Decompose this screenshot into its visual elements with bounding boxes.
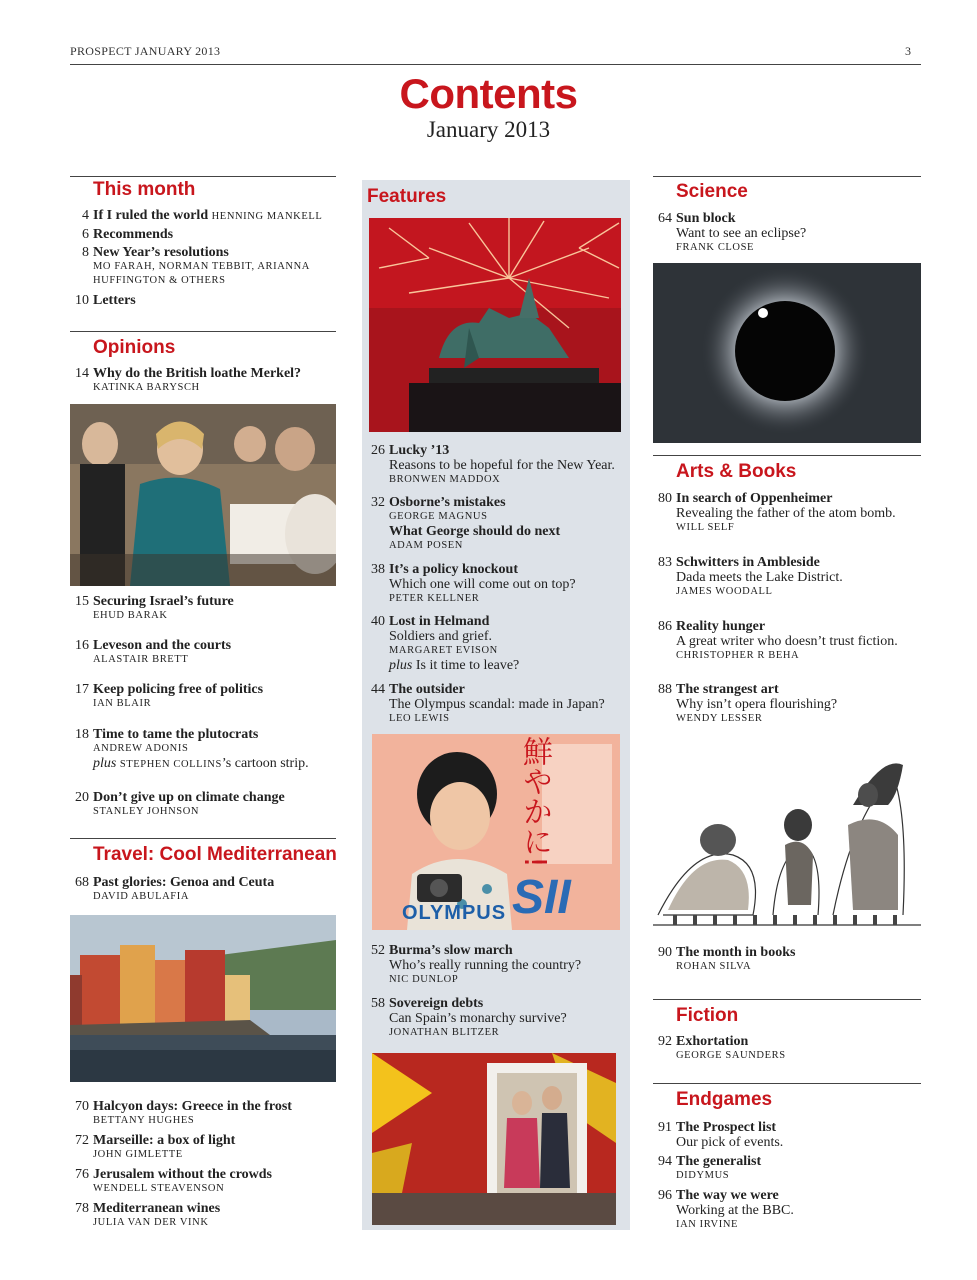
entry-plus: plus Is it time to leave? xyxy=(389,658,520,673)
header-rule xyxy=(70,64,921,65)
page-ref: 94 xyxy=(658,1154,672,1169)
entry-author: BRONWEN MADDOX xyxy=(389,474,501,485)
page-number: 3 xyxy=(905,44,912,58)
toc-entry[interactable] xyxy=(75,366,343,395)
page-ref: 70 xyxy=(75,1099,89,1114)
entry-author: GEORGE SAUNDERS xyxy=(676,1050,786,1061)
entry-author: KATINKA BARYSCH xyxy=(93,382,200,393)
entry-author: PETER KELLNER xyxy=(389,593,480,604)
entry-title: Jerusalem without the crowds xyxy=(93,1167,273,1182)
entry-subtitle: Which one will come out on top? xyxy=(389,577,576,592)
entry-author: GEORGE MAGNUS xyxy=(389,511,488,522)
entry-title: Sun block xyxy=(676,211,736,226)
entry-title: Marseille: a box of light xyxy=(93,1133,236,1148)
toc-entry[interactable] xyxy=(82,208,343,224)
section-heading-opinions: Opinions xyxy=(93,337,176,358)
section-rule xyxy=(70,176,336,177)
entry-title: The way we were xyxy=(676,1188,779,1203)
toc-entry[interactable] xyxy=(658,945,921,974)
page-ref: 32 xyxy=(371,495,385,510)
page-ref: 8 xyxy=(82,245,89,260)
toc-entry[interactable] xyxy=(371,996,629,1040)
olympus-kanji: 鮮やかに! xyxy=(517,736,552,869)
entry-subtitle: Dada meets the Lake District. xyxy=(676,570,843,585)
entry-subtitle: Can Spain’s monarchy survive? xyxy=(389,1011,567,1026)
olympus-model: SII xyxy=(512,871,571,924)
entry-title: The outsider xyxy=(389,682,465,697)
entry-subtitle: Want to see an eclipse? xyxy=(676,226,807,241)
entry-title: Burma’s slow march xyxy=(389,943,513,958)
page-ref: 78 xyxy=(75,1201,89,1216)
entry-title: Don’t give up on climate change xyxy=(93,790,285,805)
genoa-photo xyxy=(70,915,336,1082)
toc-entry[interactable] xyxy=(371,682,629,726)
page-ref: 68 xyxy=(75,875,89,890)
entry-title: New Year’s resolutions xyxy=(93,245,229,260)
page-ref: 17 xyxy=(75,682,89,697)
entry-title: Leveson and the courts xyxy=(93,638,232,653)
entry-subtitle: A great writer who doesn’t trust fiction. xyxy=(676,634,898,649)
toc-entry[interactable] xyxy=(75,790,343,819)
toc-entry[interactable] xyxy=(658,491,921,535)
toc-entry[interactable] xyxy=(658,1188,921,1232)
entry-subtitle: The Olympus scandal: made in Japan? xyxy=(389,697,605,712)
toc-entry[interactable] xyxy=(658,1120,921,1150)
olympus-ad-image xyxy=(372,734,620,930)
page-ref: 76 xyxy=(75,1167,89,1182)
olympus-brand: OLYMPUS xyxy=(402,902,507,924)
toc-entry[interactable] xyxy=(75,594,343,623)
page-ref: 58 xyxy=(371,996,385,1011)
entry-title: If I ruled the world xyxy=(93,208,209,223)
page-ref: 88 xyxy=(658,682,672,697)
toc-entry[interactable] xyxy=(658,1154,921,1183)
section-rule xyxy=(653,455,921,456)
page-ref: 6 xyxy=(82,227,89,242)
entry-title: The Prospect list xyxy=(676,1120,777,1135)
entry-author: STANLEY JOHNSON xyxy=(93,806,200,817)
page-ref: 44 xyxy=(371,682,385,697)
toc-entry[interactable] xyxy=(75,1133,343,1162)
entry-subtitle: Revealing the father of the atom bomb. xyxy=(676,506,896,521)
opera-caricature-illustration xyxy=(653,735,921,940)
page-ref: 10 xyxy=(75,293,89,308)
entry-subtitle: Working at the BBC. xyxy=(676,1203,794,1218)
toc-entry[interactable] xyxy=(75,638,343,667)
entry-subtitle: Who’s really running the country? xyxy=(389,958,582,973)
section-heading-features: Features xyxy=(367,186,447,207)
page-ref: 18 xyxy=(75,727,89,742)
entry-title: Securing Israel’s future xyxy=(93,594,234,609)
entry-title: The generalist xyxy=(676,1154,762,1169)
page-ref: 80 xyxy=(658,491,672,506)
entry-subtitle: Soldiers and grief. xyxy=(389,629,493,644)
entry-title: The month in books xyxy=(676,945,796,960)
entry-title: Sovereign debts xyxy=(389,996,484,1011)
entry-title: Time to tame the plutocrats xyxy=(93,727,259,742)
entry-author: ALASTAIR BRETT xyxy=(93,654,189,665)
page-ref: 26 xyxy=(371,443,385,458)
running-head: PROSPECT JANUARY 2013 xyxy=(70,44,221,58)
entry-plus: plus STEPHEN COLLINS’s cartoon strip. xyxy=(93,756,309,771)
entry-title: Exhortation xyxy=(676,1034,749,1049)
section-rule xyxy=(653,1083,921,1084)
page-ref: 91 xyxy=(658,1120,672,1135)
entry-title: Keep policing free of politics xyxy=(93,682,264,697)
page-ref: 4 xyxy=(82,208,89,223)
entry-author: HUFFINGTON & OTHERS xyxy=(93,275,226,286)
section-rule xyxy=(653,176,921,177)
entry-author: JOHN GIMLETTE xyxy=(93,1149,183,1160)
spain-protest-photo xyxy=(372,1053,616,1225)
entry-author: ANDREW ADONIS xyxy=(93,743,189,754)
section-heading-endgames: Endgames xyxy=(676,1089,773,1110)
section-heading-this-month: This month xyxy=(93,179,196,200)
toc-entry[interactable] xyxy=(75,727,343,772)
section-rule xyxy=(70,838,336,839)
entry-author: MARGARET EVISON xyxy=(389,645,498,656)
toc-entry[interactable] xyxy=(75,1167,343,1196)
page-ref: 16 xyxy=(75,638,89,653)
page-ref: 96 xyxy=(658,1188,672,1203)
toc-entry[interactable] xyxy=(82,227,343,242)
page-ref: 52 xyxy=(371,943,385,958)
eclipse-photo xyxy=(653,263,921,443)
entry-title: Osborne’s mistakes xyxy=(389,495,506,510)
entry-author: JAMES WOODALL xyxy=(676,586,773,597)
entry-author: NIC DUNLOP xyxy=(389,974,459,985)
section-rule xyxy=(653,999,921,1000)
entry-title: Lucky ’13 xyxy=(389,443,450,458)
entry-author: MO FARAH, NORMAN TEBBIT, ARIANNA xyxy=(93,261,310,272)
toc-entry[interactable] xyxy=(658,619,921,663)
entry-author: WENDY LESSER xyxy=(676,713,763,724)
entry-title: Halcyon days: Greece in the frost xyxy=(93,1099,292,1114)
entry-author: BETTANY HUGHES xyxy=(93,1115,195,1126)
toc-entry[interactable] xyxy=(75,293,343,308)
toc-entry[interactable] xyxy=(658,682,921,726)
section-rule xyxy=(70,331,336,332)
toc-entry[interactable] xyxy=(371,562,629,606)
page-title: Contents xyxy=(399,70,578,117)
entry-title: The strangest art xyxy=(676,682,779,697)
page-ref: 38 xyxy=(371,562,385,577)
page-ref: 72 xyxy=(75,1133,89,1148)
entry-subtitle: Our pick of events. xyxy=(676,1135,784,1150)
entry-title-secondary: What George should do next xyxy=(389,524,561,539)
entry-author: JONATHAN BLITZER xyxy=(389,1027,500,1038)
entry-title: Lost in Helmand xyxy=(389,614,490,629)
entry-subtitle: Why isn’t opera flourishing? xyxy=(676,697,838,712)
toc-entry[interactable] xyxy=(75,682,343,711)
section-heading-fiction: Fiction xyxy=(676,1005,739,1026)
page-ref: 15 xyxy=(75,594,89,609)
toc-entry[interactable] xyxy=(75,1099,343,1128)
toc-entry[interactable] xyxy=(82,245,343,288)
page-ref: 20 xyxy=(75,790,89,805)
section-heading-arts: Arts & Books xyxy=(676,461,797,482)
toc-entry[interactable] xyxy=(75,875,343,904)
issue-date: January 2013 xyxy=(426,117,551,142)
entry-title: In search of Oppenheimer xyxy=(676,491,833,506)
entry-title: Why do the British loathe Merkel? xyxy=(93,366,302,381)
page-ref: 64 xyxy=(658,211,672,226)
page-ref: 92 xyxy=(658,1034,672,1049)
toc-entry[interactable] xyxy=(658,555,921,599)
toc-entry[interactable] xyxy=(658,1034,921,1063)
entry-subtitle: Reasons to be hopeful for the New Year. xyxy=(389,458,615,473)
page-ref: 14 xyxy=(75,366,89,381)
toc-entry[interactable] xyxy=(75,1201,343,1230)
entry-author: WILL SELF xyxy=(676,522,735,533)
entry-author: FRANK CLOSE xyxy=(676,242,755,253)
page-ref: 40 xyxy=(371,614,385,629)
toc-entry[interactable] xyxy=(658,211,921,255)
entry-title: Recommends xyxy=(93,227,174,242)
entry-author: CHRISTOPHER R BEHA xyxy=(676,650,800,661)
entry-title: It’s a policy knockout xyxy=(389,562,519,577)
entry-title: Reality hunger xyxy=(676,619,766,634)
entry-title: Schwitters in Ambleside xyxy=(676,555,820,570)
entry-title: Letters xyxy=(93,293,136,308)
entry-author: JULIA VAN DER VINK xyxy=(93,1217,209,1228)
entry-author: DAVID ABULAFIA xyxy=(93,891,190,902)
merkel-photo xyxy=(70,404,336,586)
entry-author: LEO LEWIS xyxy=(389,713,450,724)
entry-author: DIDYMUS xyxy=(676,1170,730,1181)
entry-author: WENDELL STEAVENSON xyxy=(93,1183,225,1194)
entry-title: Past glories: Genoa and Ceuta xyxy=(93,875,275,890)
page-ref: 83 xyxy=(658,555,672,570)
toc-entry[interactable] xyxy=(371,943,629,987)
section-heading-travel: Travel: Cool Mediterranean xyxy=(93,844,337,865)
entry-author: EHUD BARAK xyxy=(93,610,168,621)
page-ref: 86 xyxy=(658,619,672,634)
entry-author: IAN BLAIR xyxy=(93,698,152,709)
entry-author: IAN IRVINE xyxy=(676,1219,739,1230)
entry-author: ROHAN SILVA xyxy=(676,961,752,972)
fireworks-photo xyxy=(369,218,621,432)
section-heading-science: Science xyxy=(676,181,748,202)
toc-entry[interactable] xyxy=(371,443,629,487)
entry-title: Mediterranean wines xyxy=(93,1201,221,1216)
toc-entry[interactable] xyxy=(371,495,629,553)
toc-entry[interactable] xyxy=(371,614,629,673)
page-ref: 90 xyxy=(658,945,672,960)
entry-author: ADAM POSEN xyxy=(389,540,463,551)
entry-author: HENNING MANKELL xyxy=(211,211,323,222)
